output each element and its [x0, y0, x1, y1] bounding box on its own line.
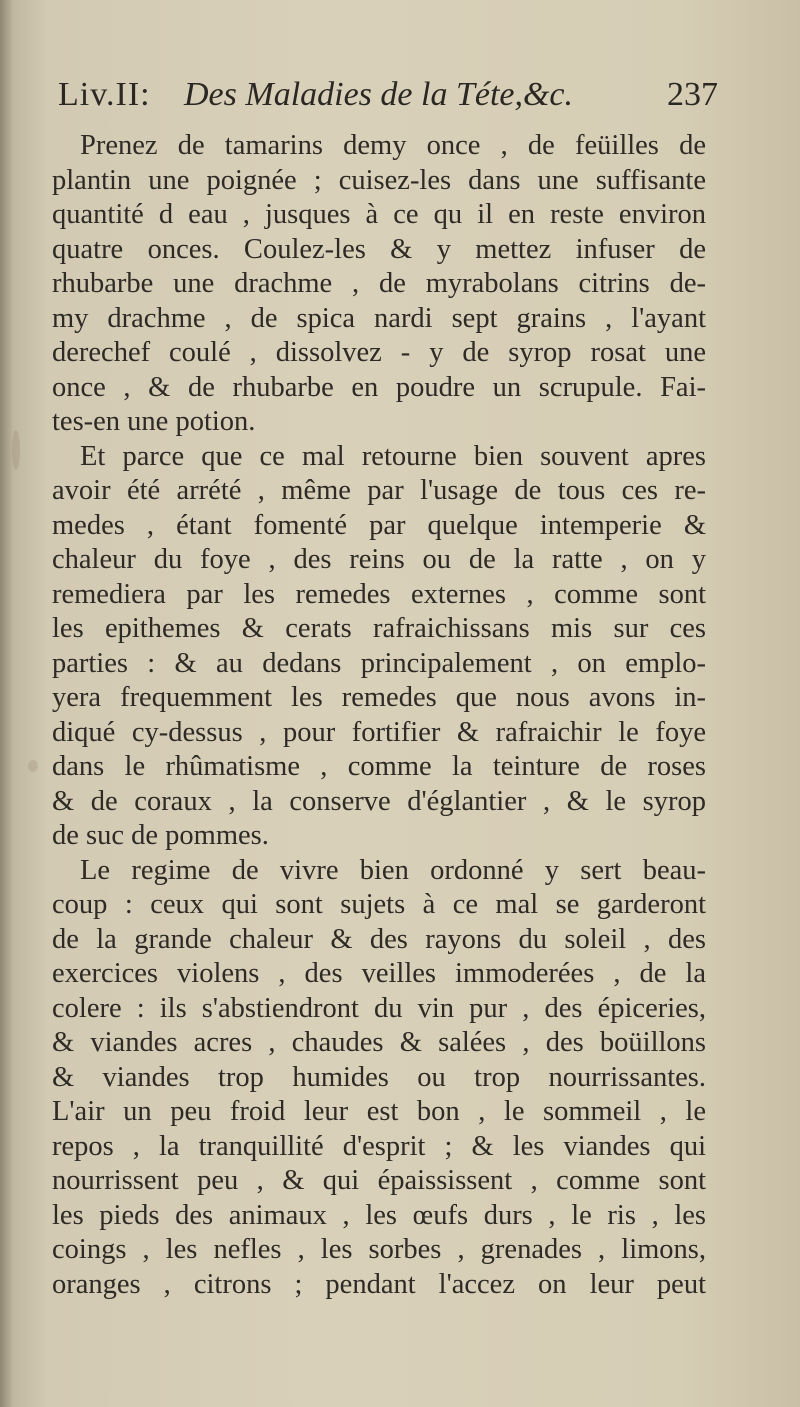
text-line: tes-en une potion. [52, 406, 256, 437]
running-header [58, 76, 718, 120]
text-line: & viandes acres , chaudes & salées , des boüillons [52, 1027, 706, 1058]
text-line: parties : & au dedans principalement , on emplo- [52, 647, 706, 679]
text-line: oranges , citrons ; pendant l'accez on leur peut [52, 1268, 706, 1300]
text-line: repos , la tranquillité d'esprit ; & les viandes qui [52, 1130, 706, 1162]
text-line: & viandes trop humides ou trop nourrissantes. [52, 1061, 706, 1093]
text-line: quatre onces. Coulez-les & y mettez infuser de [52, 233, 706, 265]
text-line: yera frequemment les remedes que nous avons in- [52, 682, 706, 713]
text-line: les epithemes & cerats rafraichissans mis sur ces [52, 613, 706, 644]
paper-stain [12, 430, 20, 470]
text-line: quantité d eau , jusques à ce qu il en reste environ [52, 199, 706, 230]
text-line: chaleur du foye , des reins ou de la ratte , on y [52, 544, 706, 575]
paper-stain [28, 760, 38, 772]
text-line: my drachme , de spica nardi sept grains , l'ayant [52, 302, 706, 334]
text-line: derechef coulé , dissolvez - y de syrop rosat une [52, 337, 706, 368]
book-number: Liv.II: [58, 76, 151, 113]
text-line: coup : ceux qui sont sujets à ce mal se garderont [52, 889, 706, 920]
text-line: & de coraux , la conserve d'églantier , & le syrop [52, 785, 706, 817]
text-line: remediera par les remedes externes , comme sont [52, 578, 706, 610]
page-number: 237 [667, 76, 718, 113]
page-gutter-shadow [0, 0, 14, 1407]
text-line: medes , étant fomenté par quelque intemperie & [52, 509, 706, 541]
text-line: once , & de rhubarbe en poudre un scrupule. Fai- [52, 371, 706, 403]
text-line: de suc de pommes. [52, 820, 269, 851]
text-line: de la grande chaleur & des rayons du soleil , des [52, 923, 706, 955]
text-line: les pieds des animaux , les œufs durs , le ris , les [52, 1199, 706, 1231]
text-line: coings , les nefles , les sorbes , grenades , limons, [52, 1234, 706, 1265]
text-line: Et parce que ce mal retourne bien souvent apres [80, 440, 706, 472]
text-line: plantin une poignée ; cuisez-les dans une suffisante [52, 164, 706, 196]
text-line: dans le rhûmatisme , comme la teinture de roses [52, 751, 706, 782]
text-line: diqué cy-dessus , pour fortifier & rafraichir le foye [52, 716, 706, 748]
chapter-title: Des Maladies de la Téte,&c. [184, 76, 574, 113]
text-line: rhubarbe une drachme , de myrabolans citrins de- [52, 268, 706, 299]
text-line: nourrissent peu , & qui épaississent , comme sont [52, 1165, 706, 1196]
text-line: exercices violens , des veilles immoderées , de la [52, 958, 706, 989]
text-line: avoir été arrété , même par l'usage de tous ces re- [52, 475, 706, 506]
text-line: Le regime de vivre bien ordonné y sert beau- [80, 854, 706, 886]
text-line: colere : ils s'abstiendront du vin pur , des épiceries, [52, 992, 706, 1024]
text-line: L'air un peu froid leur est bon , le sommeil , le [52, 1096, 706, 1127]
text-line: Prenez de tamarins demy once , de feüilles de [80, 130, 706, 161]
